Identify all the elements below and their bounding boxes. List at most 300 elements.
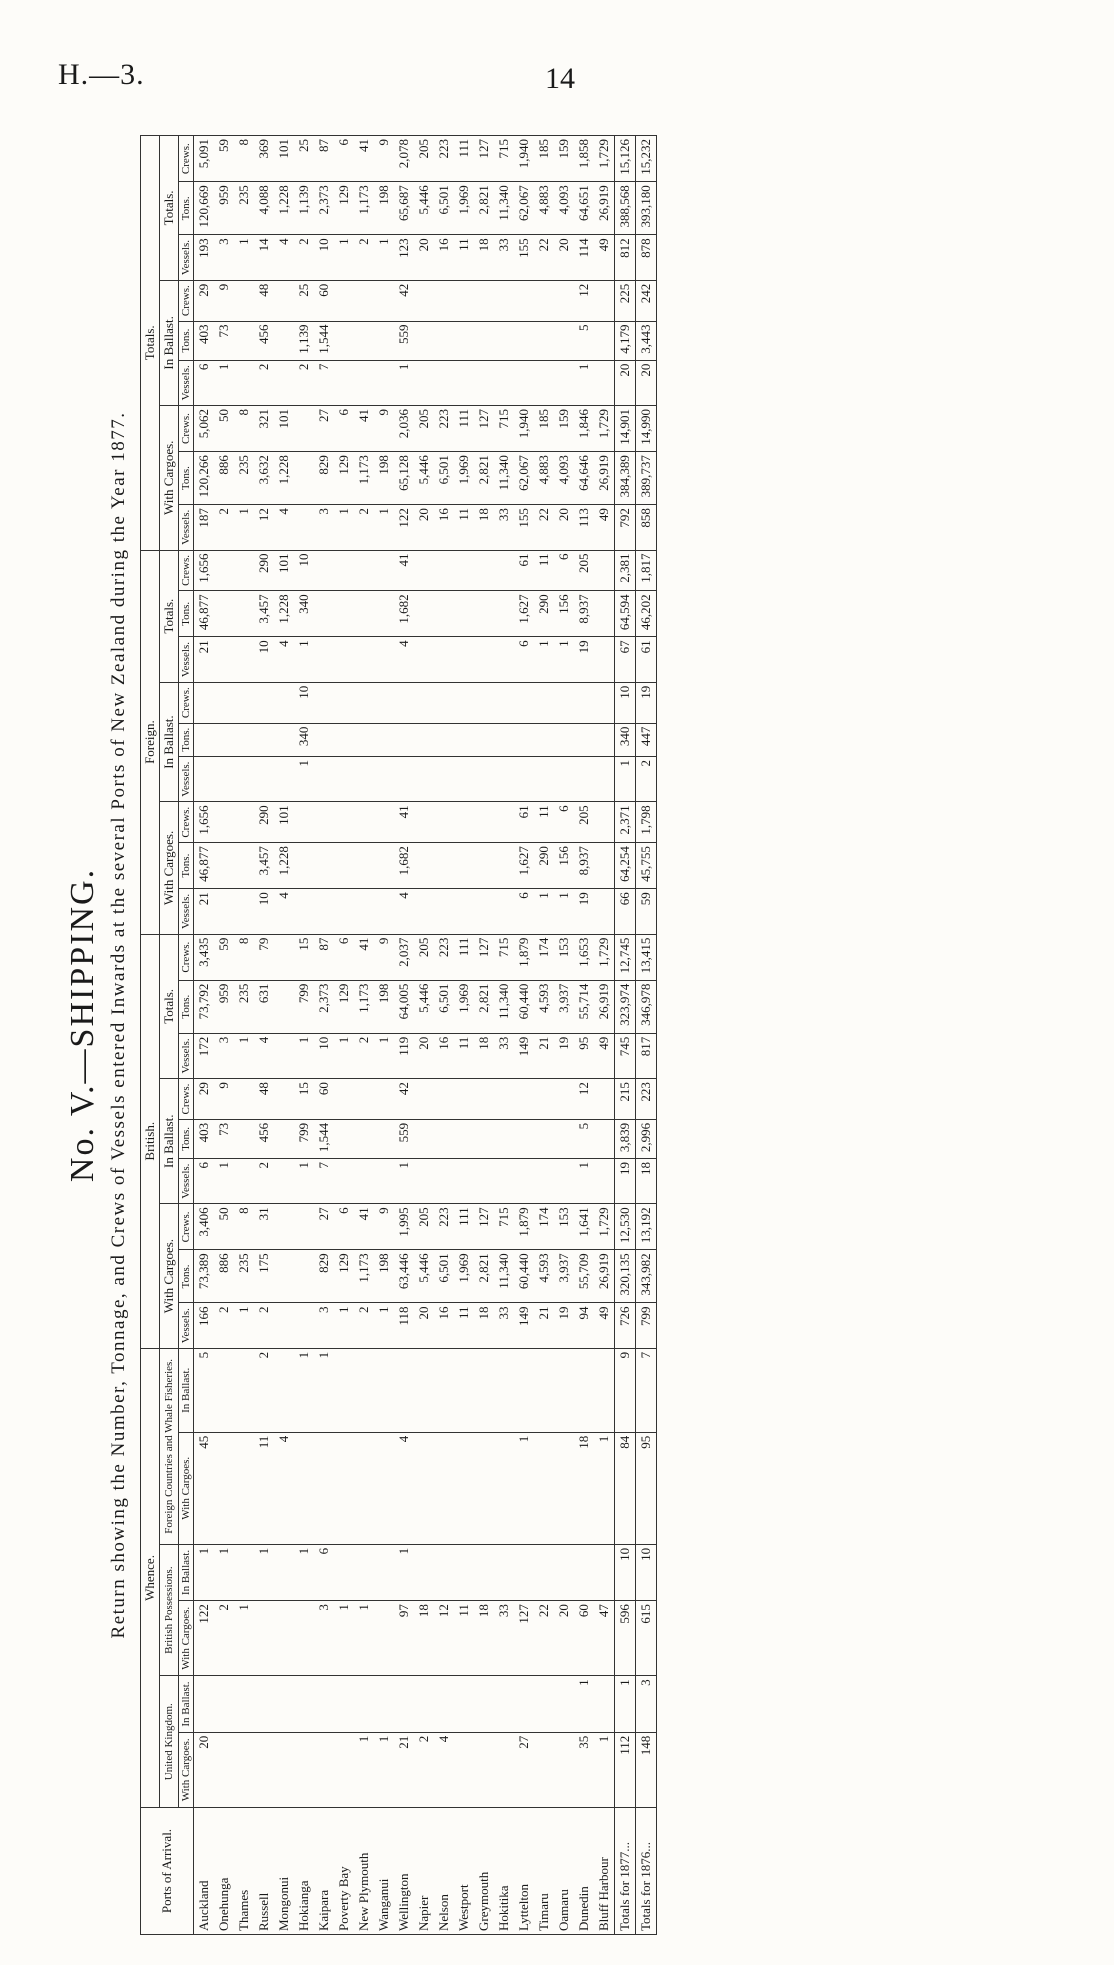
table-row <box>234 136 254 1935</box>
value-cell: 829 <box>314 452 334 505</box>
value-cell: 3,406 <box>194 1204 215 1250</box>
col-vessels: Vessels. <box>179 360 194 405</box>
col-tons: Tons. <box>179 452 194 505</box>
value-cell: 1 <box>554 889 574 934</box>
value-cell <box>234 1119 254 1158</box>
value-cell <box>314 1732 334 1807</box>
value-cell: 1 <box>354 1732 374 1807</box>
value-cell: 59 <box>636 889 657 934</box>
port-name-cell: Russell <box>254 1808 274 1935</box>
value-cell: 185 <box>534 406 554 452</box>
value-cell <box>494 360 514 405</box>
value-cell: 1,544 <box>314 1119 334 1158</box>
value-cell <box>454 1544 474 1600</box>
table-body <box>194 136 657 1935</box>
value-cell: 193 <box>194 235 215 280</box>
value-cell <box>294 1732 314 1807</box>
value-cell: 1,656 <box>194 550 215 591</box>
value-cell <box>394 723 414 756</box>
value-cell <box>334 321 354 360</box>
value-cell: 66 <box>615 889 636 934</box>
value-cell: 6,501 <box>434 1250 454 1303</box>
value-cell: 31 <box>254 1204 274 1250</box>
value-cell <box>414 723 434 756</box>
value-cell: 290 <box>254 802 274 843</box>
ports-header: Ports of Arrival. <box>141 1808 194 1935</box>
value-cell <box>474 682 494 723</box>
table-row <box>474 136 494 1935</box>
value-cell <box>554 1432 574 1544</box>
table-row <box>214 136 234 1935</box>
value-cell <box>534 1544 554 1600</box>
value-cell: 14,990 <box>636 406 657 452</box>
value-cell <box>274 1544 294 1600</box>
value-cell <box>374 1079 394 1120</box>
col-vessels: Vessels. <box>179 1158 194 1203</box>
value-cell <box>314 889 334 934</box>
port-name-cell: Totals for 1877... <box>615 1808 636 1935</box>
value-cell: 21 <box>534 1303 554 1348</box>
value-cell <box>514 360 534 405</box>
value-cell: 3,632 <box>254 452 274 505</box>
value-cell <box>334 1079 354 1120</box>
value-cell: 1,682 <box>394 591 414 637</box>
value-cell <box>274 1303 294 1348</box>
value-cell <box>414 802 434 843</box>
value-cell: 205 <box>414 406 434 452</box>
value-cell: 119 <box>394 1033 414 1078</box>
value-cell: 2 <box>254 1303 274 1348</box>
value-cell: 12,745 <box>615 934 636 980</box>
value-cell: 18 <box>636 1158 657 1203</box>
value-cell: 9 <box>214 1079 234 1120</box>
value-cell <box>334 723 354 756</box>
value-cell <box>354 802 374 843</box>
value-cell: 15,232 <box>636 136 657 182</box>
value-cell: 4 <box>274 889 294 934</box>
value-cell: 1,969 <box>454 1250 474 1303</box>
value-cell: 5,446 <box>414 182 434 235</box>
value-cell: 343,982 <box>636 1250 657 1303</box>
value-cell: 1,139 <box>294 182 314 235</box>
tt-cargo-header: With Cargoes. <box>160 406 179 551</box>
port-name-cell: Westport <box>454 1808 474 1935</box>
value-cell <box>294 1303 314 1348</box>
value-cell <box>534 280 554 321</box>
value-cell: 2,996 <box>636 1119 657 1158</box>
value-cell: 792 <box>615 505 636 550</box>
value-cell: 2 <box>254 1158 274 1203</box>
value-cell: 596 <box>615 1601 636 1676</box>
value-cell: 1,627 <box>514 843 534 889</box>
value-cell <box>234 756 254 801</box>
value-cell <box>194 1676 215 1732</box>
value-cell: 10 <box>254 637 274 682</box>
value-cell: 73 <box>214 321 234 360</box>
value-cell <box>494 591 514 637</box>
port-name-cell: Mongonui <box>274 1808 294 1935</box>
value-cell: 235 <box>234 1250 254 1303</box>
port-name-cell: Hokianga <box>294 1808 314 1935</box>
value-cell: 11 <box>454 1601 474 1676</box>
value-cell: 4 <box>274 505 294 550</box>
value-cell: 11 <box>454 505 474 550</box>
value-cell: 61 <box>636 637 657 682</box>
value-cell <box>494 550 514 591</box>
value-cell: 111 <box>454 934 474 980</box>
table-row <box>274 136 294 1935</box>
value-cell: 1 <box>334 1033 354 1078</box>
value-cell <box>414 321 434 360</box>
table-row <box>554 136 574 1935</box>
value-cell: 10 <box>314 1033 334 1078</box>
value-cell: 22 <box>534 235 554 280</box>
value-cell: 2 <box>354 1033 374 1078</box>
value-cell <box>534 756 554 801</box>
col-tons: Tons. <box>179 1119 194 1158</box>
col-in-ballast: In Ballast. <box>179 1676 194 1732</box>
value-cell: 2 <box>214 505 234 550</box>
value-cell <box>514 723 534 756</box>
value-cell <box>434 280 454 321</box>
value-cell: 1,544 <box>314 321 334 360</box>
value-cell: 26,919 <box>594 182 615 235</box>
value-cell <box>514 1158 534 1203</box>
value-cell: 1 <box>615 1676 636 1732</box>
col-tons: Tons. <box>179 980 194 1033</box>
value-cell: 1,627 <box>514 591 534 637</box>
value-cell: 187 <box>194 505 215 550</box>
value-cell <box>494 280 514 321</box>
value-cell: 886 <box>214 452 234 505</box>
value-cell <box>354 1432 374 1544</box>
port-name-cell: Timaru <box>534 1808 554 1935</box>
value-cell: 19 <box>574 637 594 682</box>
value-cell: 9 <box>615 1348 636 1432</box>
value-cell <box>494 756 514 801</box>
value-cell <box>274 1033 294 1078</box>
value-cell: 64,646 <box>574 452 594 505</box>
col-crews: Crews. <box>179 406 194 452</box>
value-cell: 18 <box>474 505 494 550</box>
col-crews: Crews. <box>179 1204 194 1250</box>
value-cell: 1,817 <box>636 550 657 591</box>
value-cell: 60 <box>314 1079 334 1120</box>
value-cell <box>334 889 354 934</box>
col-tons: Tons. <box>179 182 194 235</box>
col-in-ballast: In Ballast. <box>179 1348 194 1432</box>
value-cell <box>554 682 574 723</box>
value-cell: 73 <box>214 1119 234 1158</box>
value-cell: 9 <box>374 934 394 980</box>
value-cell <box>594 843 615 889</box>
value-cell: 19 <box>554 1303 574 1348</box>
table-row <box>574 136 594 1935</box>
value-cell: 11 <box>534 802 554 843</box>
value-cell <box>434 1432 454 1544</box>
value-cell <box>354 1348 374 1432</box>
value-cell <box>354 280 374 321</box>
value-cell: 403 <box>194 321 215 360</box>
value-cell: 64,005 <box>394 980 414 1033</box>
value-cell: 1,940 <box>514 406 534 452</box>
value-cell: 1 <box>574 360 594 405</box>
value-cell: 8 <box>234 934 254 980</box>
value-cell <box>594 723 615 756</box>
value-cell: 1,969 <box>454 980 474 1033</box>
port-name-cell: Wanganui <box>374 1808 394 1935</box>
value-cell: 3,457 <box>254 591 274 637</box>
value-cell: 205 <box>574 802 594 843</box>
value-cell <box>234 1079 254 1120</box>
value-cell: 615 <box>636 1601 657 1676</box>
value-cell <box>494 723 514 756</box>
value-cell: 1 <box>594 1432 615 1544</box>
value-cell: 1,173 <box>354 182 374 235</box>
value-cell: 127 <box>474 1204 494 1250</box>
value-cell: 235 <box>234 980 254 1033</box>
value-cell: 62,067 <box>514 182 534 235</box>
value-cell: 129 <box>334 182 354 235</box>
value-cell: 123 <box>394 235 414 280</box>
value-cell <box>514 1119 534 1158</box>
value-cell: 87 <box>314 136 334 182</box>
value-cell <box>514 1544 534 1600</box>
tt-totals-header: Totals. <box>160 136 179 281</box>
value-cell: 1 <box>394 360 414 405</box>
value-cell: 1 <box>294 637 314 682</box>
value-cell <box>474 843 494 889</box>
value-cell <box>294 843 314 889</box>
value-cell <box>234 1676 254 1732</box>
value-cell <box>414 1348 434 1432</box>
col-vessels: Vessels. <box>179 1033 194 1078</box>
value-cell: 817 <box>636 1033 657 1078</box>
value-cell: 49 <box>594 235 615 280</box>
port-name-cell: Nelson <box>434 1808 454 1935</box>
value-cell <box>534 723 554 756</box>
value-cell: 2 <box>354 505 374 550</box>
value-cell: 175 <box>254 1250 274 1303</box>
value-cell: 2,821 <box>474 1250 494 1303</box>
value-cell: 25 <box>294 280 314 321</box>
value-cell: 745 <box>615 1033 636 1078</box>
value-cell: 2,037 <box>394 934 414 980</box>
value-cell <box>554 723 574 756</box>
value-cell: 60 <box>314 280 334 321</box>
value-cell <box>574 756 594 801</box>
value-cell: 67 <box>615 637 636 682</box>
value-cell: 112 <box>615 1732 636 1807</box>
value-cell: 65,128 <box>394 452 414 505</box>
col-tons: Tons. <box>179 843 194 889</box>
value-cell <box>594 682 615 723</box>
value-cell <box>374 1544 394 1600</box>
value-cell <box>214 723 234 756</box>
value-cell <box>454 360 474 405</box>
value-cell <box>274 682 294 723</box>
value-cell: 7 <box>314 1158 334 1203</box>
value-cell: 1,653 <box>574 934 594 980</box>
value-cell <box>474 321 494 360</box>
value-cell <box>554 280 574 321</box>
value-cell <box>494 1432 514 1544</box>
value-cell: 3 <box>214 1033 234 1078</box>
value-cell <box>494 1732 514 1807</box>
value-cell: 46,202 <box>636 591 657 637</box>
value-cell: 1 <box>374 1732 394 1807</box>
value-cell: 1,228 <box>274 843 294 889</box>
value-cell <box>434 889 454 934</box>
value-cell <box>234 550 254 591</box>
value-cell: 21 <box>394 1732 414 1807</box>
value-cell: 33 <box>494 1033 514 1078</box>
value-cell: 29 <box>194 1079 215 1120</box>
value-cell <box>554 1676 574 1732</box>
value-cell: 19 <box>554 1033 574 1078</box>
value-cell: 26,919 <box>594 1250 615 1303</box>
value-cell <box>334 802 354 843</box>
value-cell <box>594 1348 615 1432</box>
value-cell: 10 <box>314 235 334 280</box>
value-cell: 631 <box>254 980 274 1033</box>
value-cell: 1 <box>334 1601 354 1676</box>
value-cell <box>354 843 374 889</box>
value-cell: 9 <box>374 406 394 452</box>
value-cell: 4,093 <box>554 452 574 505</box>
value-cell: 33 <box>494 1601 514 1676</box>
value-cell <box>434 591 454 637</box>
value-cell: 1 <box>294 1158 314 1203</box>
value-cell: 114 <box>574 235 594 280</box>
value-cell: 1 <box>374 1303 394 1348</box>
value-cell <box>314 637 334 682</box>
value-cell: 4 <box>394 1432 414 1544</box>
table-row <box>374 136 394 1935</box>
value-cell <box>454 1079 474 1120</box>
value-cell: 1 <box>534 637 554 682</box>
value-cell: 6 <box>554 802 574 843</box>
document-code: H.—3. <box>58 58 145 91</box>
value-cell: 60 <box>574 1601 594 1676</box>
value-cell <box>234 723 254 756</box>
page-title: No. V.—SHIPPING. <box>64 867 101 1183</box>
value-cell <box>454 756 474 801</box>
value-cell: 223 <box>434 406 454 452</box>
value-cell: 205 <box>414 934 434 980</box>
value-cell: 4 <box>274 1432 294 1544</box>
value-cell <box>454 1676 474 1732</box>
value-cell <box>434 756 454 801</box>
value-cell: 388,568 <box>615 182 636 235</box>
value-cell: 95 <box>574 1033 594 1078</box>
value-cell <box>274 1079 294 1120</box>
value-cell: 10 <box>254 889 274 934</box>
value-cell: 122 <box>194 1601 215 1676</box>
value-cell <box>194 682 215 723</box>
value-cell <box>414 1544 434 1600</box>
col-crews: Crews. <box>179 1079 194 1120</box>
value-cell: 95 <box>636 1432 657 1544</box>
value-cell <box>274 723 294 756</box>
value-cell: 323,974 <box>615 980 636 1033</box>
value-cell: 1,729 <box>594 136 615 182</box>
value-cell: 26,919 <box>594 452 615 505</box>
value-cell: 21 <box>194 637 215 682</box>
value-cell <box>334 637 354 682</box>
col-with-cargoes: With Cargoes. <box>179 1732 194 1807</box>
value-cell: 172 <box>194 1033 215 1078</box>
value-cell <box>254 756 274 801</box>
value-cell <box>394 1676 414 1732</box>
value-cell: 3,435 <box>194 934 215 980</box>
value-cell <box>594 1676 615 1732</box>
port-name-cell: Poverty Bay <box>334 1808 354 1935</box>
value-cell: 46,877 <box>194 591 215 637</box>
value-cell: 62,067 <box>514 452 534 505</box>
value-cell: 45,755 <box>636 843 657 889</box>
value-cell <box>434 1158 454 1203</box>
value-cell <box>554 756 574 801</box>
value-cell: 1 <box>254 1544 274 1600</box>
value-cell <box>354 1676 374 1732</box>
value-cell: 205 <box>574 550 594 591</box>
value-cell <box>454 723 474 756</box>
value-cell: 127 <box>474 406 494 452</box>
value-cell <box>534 1676 554 1732</box>
value-cell: 12 <box>574 1079 594 1120</box>
value-cell: 5 <box>194 1348 215 1432</box>
value-cell: 4,593 <box>534 980 554 1033</box>
value-cell: 1 <box>314 1348 334 1432</box>
value-cell <box>274 1119 294 1158</box>
value-cell: 340 <box>615 723 636 756</box>
value-cell: 8,937 <box>574 843 594 889</box>
value-cell: 290 <box>534 591 554 637</box>
value-cell <box>494 1158 514 1203</box>
value-cell: 61 <box>514 802 534 843</box>
value-cell: 1,879 <box>514 934 534 980</box>
value-cell <box>234 1158 254 1203</box>
value-cell: 127 <box>514 1601 534 1676</box>
col-crews: Crews. <box>179 280 194 321</box>
value-cell <box>234 1348 254 1432</box>
value-cell: 19 <box>615 1158 636 1203</box>
value-cell: 6,501 <box>434 980 454 1033</box>
value-cell <box>234 1732 254 1807</box>
value-cell: 205 <box>414 1204 434 1250</box>
value-cell <box>254 1732 274 1807</box>
value-cell <box>414 1158 434 1203</box>
col-with-cargoes: With Cargoes. <box>179 1432 194 1544</box>
grand-totals-header: Totals. <box>141 136 160 551</box>
value-cell: 16 <box>434 505 454 550</box>
value-cell: 1 <box>574 1676 594 1732</box>
value-cell <box>274 1204 294 1250</box>
value-cell <box>494 1119 514 1158</box>
value-cell: 3,937 <box>554 1250 574 1303</box>
value-cell: 340 <box>294 591 314 637</box>
value-cell <box>494 889 514 934</box>
value-cell: 15,126 <box>615 136 636 182</box>
value-cell <box>494 1348 514 1432</box>
value-cell <box>454 802 474 843</box>
value-cell: 61 <box>514 550 534 591</box>
value-cell: 26,919 <box>594 980 615 1033</box>
col-crews: Crews. <box>179 934 194 980</box>
value-cell: 16 <box>434 235 454 280</box>
value-cell: 3,457 <box>254 843 274 889</box>
